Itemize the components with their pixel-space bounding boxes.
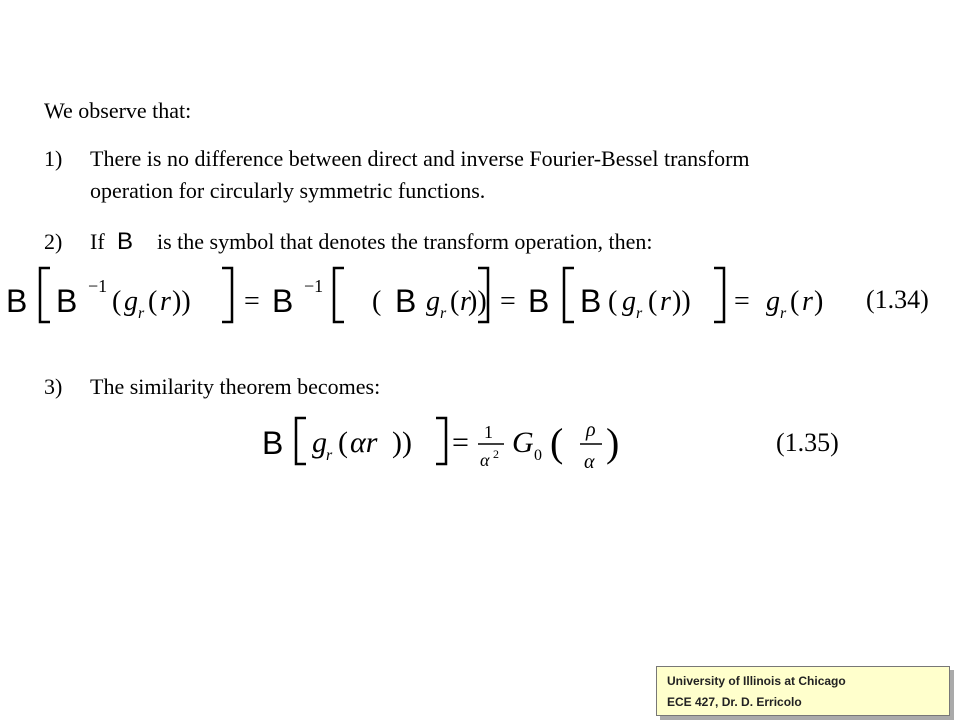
svg-text:)): )) — [672, 286, 691, 317]
eq134-label: (1.34) — [866, 285, 929, 314]
eq134-b-4: B — [395, 283, 417, 319]
item-1-line-2: operation for circularly symmetric functions. — [90, 178, 486, 203]
svg-text:(: ( — [148, 286, 158, 317]
svg-text:): ) — [814, 286, 824, 317]
item-1-line-1: There is no difference between direct and inverse Fourier-Bessel transform — [90, 146, 750, 171]
svg-text:r: r — [326, 447, 333, 464]
svg-text:(: ( — [450, 286, 460, 317]
svg-text:): ) — [606, 420, 620, 465]
svg-text:r: r — [802, 286, 813, 317]
svg-text:1: 1 — [484, 422, 493, 442]
transform-symbol: B — [117, 228, 134, 255]
svg-text:=: = — [500, 286, 516, 317]
eq134-b-2: B — [56, 283, 78, 319]
svg-text:2: 2 — [493, 447, 499, 461]
svg-text:−1: −1 — [304, 276, 324, 296]
svg-text:r: r — [440, 305, 447, 322]
footer-line-2: ECE 427, Dr. D. Erricolo — [667, 695, 802, 709]
eq135-label: (1.35) — [776, 428, 839, 457]
svg-text:(: ( — [550, 420, 564, 465]
svg-text:r: r — [780, 305, 787, 322]
footer-line-1: University of Illinois at Chicago — [667, 674, 846, 688]
eq134-b-6: B — [580, 283, 602, 319]
svg-text:g: g — [426, 286, 440, 317]
intro-text: We observe that: — [44, 98, 192, 123]
svg-text:G: G — [512, 426, 534, 459]
svg-text:(: ( — [790, 286, 800, 317]
eq134-b-1: B — [6, 283, 28, 319]
eq135-lbracket — [296, 418, 306, 464]
svg-text:(: ( — [648, 286, 658, 317]
eq134-b-3: B — [272, 283, 294, 319]
svg-text:r: r — [636, 305, 643, 322]
svg-text:−1: −1 — [88, 276, 108, 296]
item-3-number: 3) — [44, 374, 63, 399]
item-2-post: is the symbol that denotes the transform operation, then: — [157, 229, 653, 254]
svg-text:)): )) — [392, 426, 412, 459]
svg-text:α: α — [480, 450, 490, 470]
svg-text:g: g — [312, 426, 327, 459]
svg-text:α: α — [584, 451, 595, 473]
svg-text:g: g — [622, 286, 636, 317]
svg-text:g: g — [124, 286, 138, 317]
eq135-rbracket — [436, 418, 446, 464]
item-1-number: 1) — [44, 146, 63, 171]
footer-box — [656, 666, 950, 716]
item-2-number: 2) — [44, 229, 63, 254]
item-3-text: The similarity theorem becomes: — [90, 374, 381, 399]
svg-text:g: g — [766, 286, 780, 317]
svg-text:(: ( — [338, 426, 348, 459]
eq134-b-5: B — [528, 283, 550, 319]
svg-text:r: r — [660, 286, 671, 317]
svg-text:)): )) — [172, 286, 191, 317]
eq135-b: B — [262, 425, 284, 461]
svg-text:=: = — [734, 286, 750, 317]
svg-text:=: = — [452, 426, 469, 459]
svg-text:αr: αr — [350, 426, 378, 459]
svg-text:r: r — [138, 305, 145, 322]
svg-text:0: 0 — [534, 447, 542, 464]
svg-text:=: = — [244, 286, 260, 317]
svg-text:r: r — [460, 286, 471, 317]
svg-text:(: ( — [608, 286, 618, 317]
item-2-pre: If — [90, 229, 105, 254]
svg-text:(: ( — [372, 286, 382, 317]
svg-text:)): )) — [468, 286, 487, 317]
svg-text:ρ: ρ — [586, 419, 596, 441]
svg-text:(: ( — [112, 286, 122, 317]
svg-text:r: r — [160, 286, 171, 317]
